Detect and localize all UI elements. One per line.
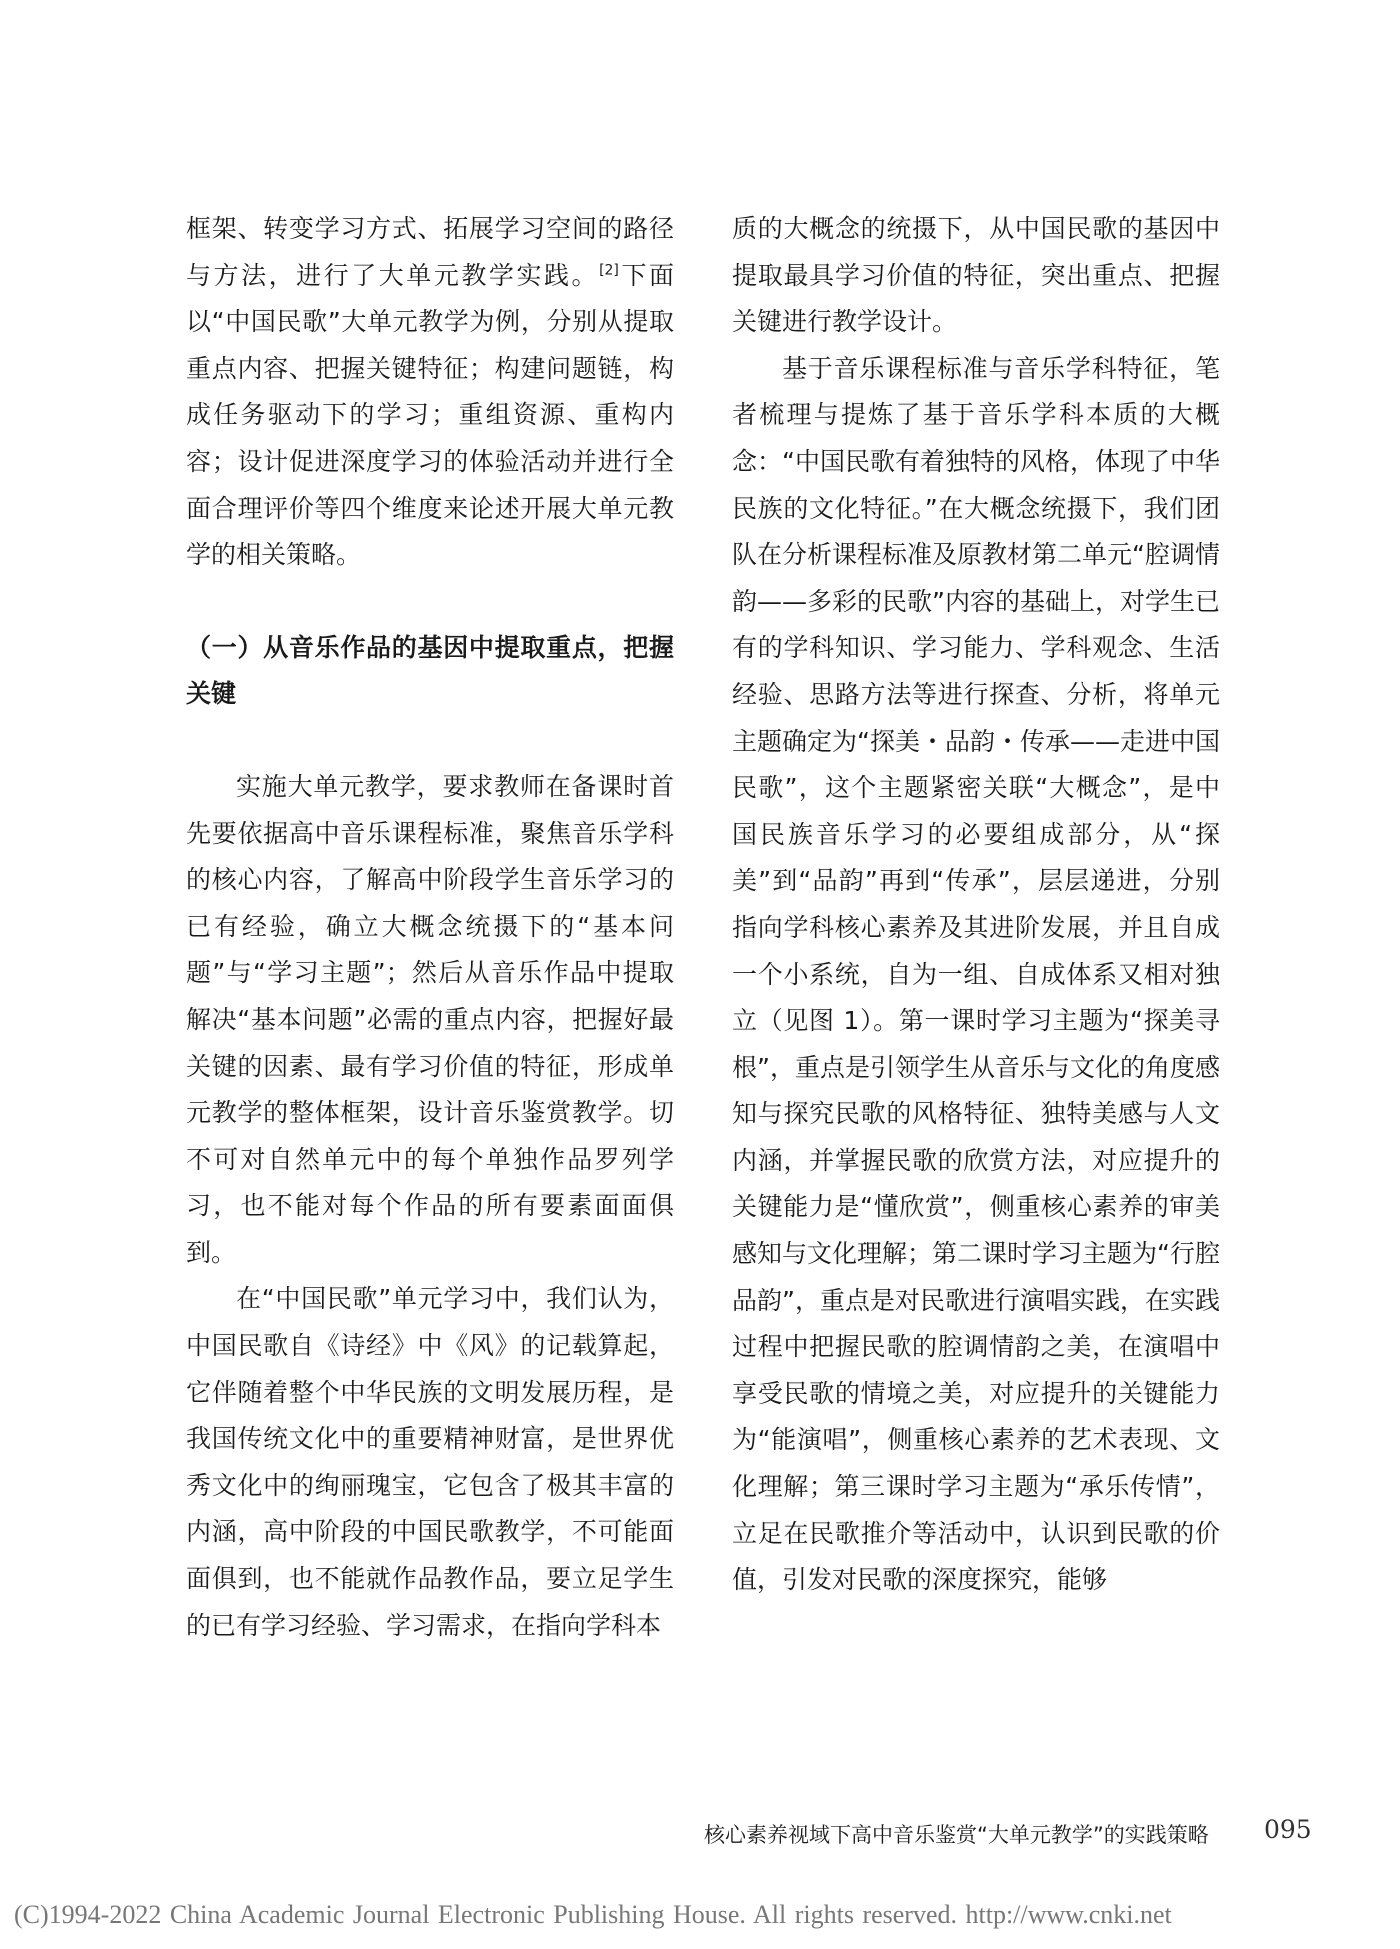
right-column bbox=[732, 206, 1220, 1604]
copyright-notice: (C)1994-2022 China Academic Journal Electronic Publishing House. All rights reserved. http://www.cnki.net bbox=[14, 1900, 1172, 1929]
left-paragraph-1-text: 框架、转变学习方式、拓展学习空间的路径与方法，进行了大单元教学实践。 bbox=[186, 214, 674, 290]
right-paragraph-1: 质的大概念的统摄下，从中国民歌的基因中提取最具学习价值的特征，突出重点、把握关键进行教学设计。 bbox=[732, 214, 1220, 337]
running-title: 核心素养视域下高中音乐鉴赏“大单元教学”的实践策略 bbox=[704, 1823, 1209, 1847]
page-number: 095 bbox=[1264, 1815, 1312, 1844]
left-paragraph-2: 实施大单元教学，要求教师在备课时首先要依据高中音乐课程标准，聚焦音乐学科的核心内容，了解高中阶段学生音乐学习的已有经验，确立大概念统摄下的“基本问题”与“学习主题”；然后从音乐作品中提取解决“基本问题”必需的重点内容，把握好最关键的因素、最有学习价值的特征，形成单元教学的整体框架，设计音乐鉴赏教学。切不可对自然单元中的每个单独作品罗列学习，也不能对每个作品的所有要素面面俱到。 bbox=[186, 771, 674, 1267]
citation-marker[interactable]: [2] bbox=[599, 262, 619, 279]
left-column bbox=[186, 206, 674, 1649]
left-paragraph-3: 在“中国民歌”单元学习中，我们认为，中国民歌自《诗经》中《风》的记载算起，它伴随着整个中华民族的文明发展历程，是我国传统文化中的重要精神财富，是世界优秀文化中的绚丽瑰宝，它包含了极其丰富的内涵，高中阶段的中国民歌教学，不可能面面俱到，也不能就作品教作品，要立足学生的已有学习经验、学习需求，在指向学科本 bbox=[186, 1284, 674, 1640]
right-paragraph-2: 基于音乐课程标准与音乐学科特征，笔者梳理与提炼了基于音乐学科本质的大概念：“中国民歌有着独特的风格，体现了中华民族的文化特征。”在大概念统摄下，我们团队在分析课程标准及原教材第二单元“腔调情韵——多彩的民歌”内容的基础上，对学生已有的学科知识、学习能力、学科观念、生活经验、思路方法等进行探查、分析，将单元主题确定为“探美・品韵・传承——走进中国民歌”，这个主题紧密关联“大概念”，是中国民族音乐学习的必要组成部分，从“探美”到“品韵”再到“传承”，层层递进，分别指向学科核心素养及其进阶发展，并且自成一个小系统，自为一组、自成体系又相对独立（见图 1）。第一课时学习主题为“探美寻根”，重点是引领学生从音乐与文化的角度感知与探究民歌的风格特征、独特美感与人文内涵，并掌握民歌的欣赏方法，对应提升的关键能力是“懂欣赏”，侧重核心素养的审美感知与文化理解；第二课时学习主题为“行腔品韵”，重点是对民歌进行演唱实践，在实践过程中把握民歌的腔调情韵之美，在演唱中享受民歌的情境之美，对应提升的关键能力为“能演唱”，侧重核心素养的艺术表现、文化理解；第三课时学习主题为“承乐传情”，立足在民歌推介等活动中，认识到民歌的价值，引发对民歌的深度探究，能够 bbox=[732, 353, 1220, 1595]
section-heading: （一）从音乐作品的基因中提取重点，把握关键 bbox=[186, 632, 674, 709]
left-paragraph-1 bbox=[186, 206, 674, 579]
left-paragraph-1-continued: 下面以“中国民歌”大单元教学为例，分别从提取重点内容、把握关键特征；构建问题链，构成任务驱动下的学习；重组资源、重构内容；设计促进深度学习的体验活动并进行全面合理评价等四个维度来论述开展大单元教学的相关策略。 bbox=[186, 260, 674, 570]
